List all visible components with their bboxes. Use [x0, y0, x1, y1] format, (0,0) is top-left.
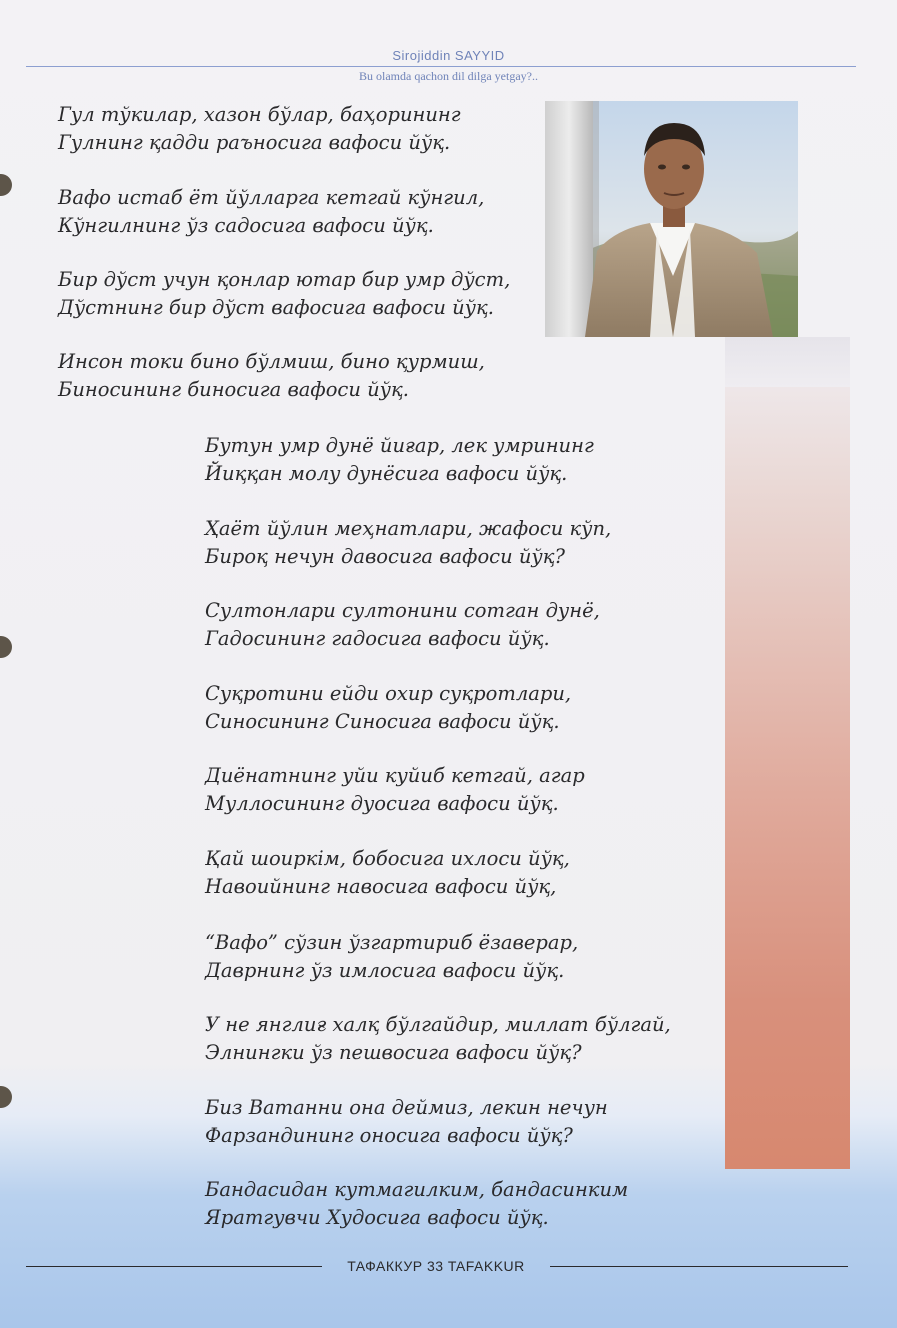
running-header-subtitle: Bu olamda qachon dil dilga yetgay?.. [359, 69, 538, 83]
footer-page-label: ТАФАККУР 33 TAFAKKUR [347, 1258, 525, 1274]
stanza-8: Суқротини ейди охир суқротлари, Синосининг Синосига вафоси йўқ. [205, 682, 572, 733]
stanza-11: “Вафо” сўзин ўзгартириб ёзаверар, Даврнинг ўз имлосига вафоси йўқ. [205, 931, 579, 982]
stanza-6: Ҳаёт йўлин меҳнатлари, жафоси кўп, Бироқ нечун давосига вафоси йўқ? [205, 517, 612, 568]
stanza-4: Инсон токи бино бўлмиш, бино қурмиш, Биносининг биносига вафоси йўқ. [58, 350, 485, 401]
stanza-1: Гул тўкилар, хазон бўлар, баҳорининг Гулнинг қадди раъносига вафоси йўқ. [58, 103, 461, 154]
stanza-12: У не янглиғ халқ бўлгайдир, миллат бўлгай, Элнингки ўз пешвосига вафоси йўқ? [205, 1013, 671, 1064]
stanza-7: Султонлари султонини сотган дунё, Гадосининг гадосига вафоси йўқ. [205, 599, 600, 650]
running-header-author: Sirojiddin SAYYID [392, 48, 505, 63]
header-rule [26, 66, 856, 67]
decorative-gradient-bar [725, 337, 850, 1169]
stanza-9: Диёнатнинг уйи куйиб кетгай, агар Муллосининг дуосига вафоси йўқ. [205, 764, 585, 815]
stanza-10: Қай шоиркім, бобосига ихлоси йўқ, Навоийнинг навосига вафоси йўқ, [205, 847, 570, 898]
footer-rule-right [550, 1266, 848, 1267]
stanza-13: Биз Ватанни она деймиз, лекин нечун Фарзандининг оносига вафоси йўқ? [205, 1096, 608, 1147]
stanza-14: Бандасидан кутмагилким, бандасинким Яратгувчи Худосига вафоси йўқ. [205, 1178, 629, 1229]
stanza-5: Бутун умр дунё йиғар, лек умрининг Йиққан молу дунёсига вафоси йўқ. [205, 434, 594, 485]
author-photo [545, 101, 798, 337]
footer-rule-left [26, 1266, 322, 1267]
decorative-bar-top [725, 337, 850, 387]
stanza-2: Вафо истаб ёт йўлларга кетгай кўнгил, Кўнгилнинг ўз садосига вафоси йўқ. [58, 186, 485, 237]
stanza-3: Бир дўст учун қонлар ютар бир умр дўст, Дўстнинг бир дўст вафосига вафоси йўқ. [58, 268, 511, 319]
